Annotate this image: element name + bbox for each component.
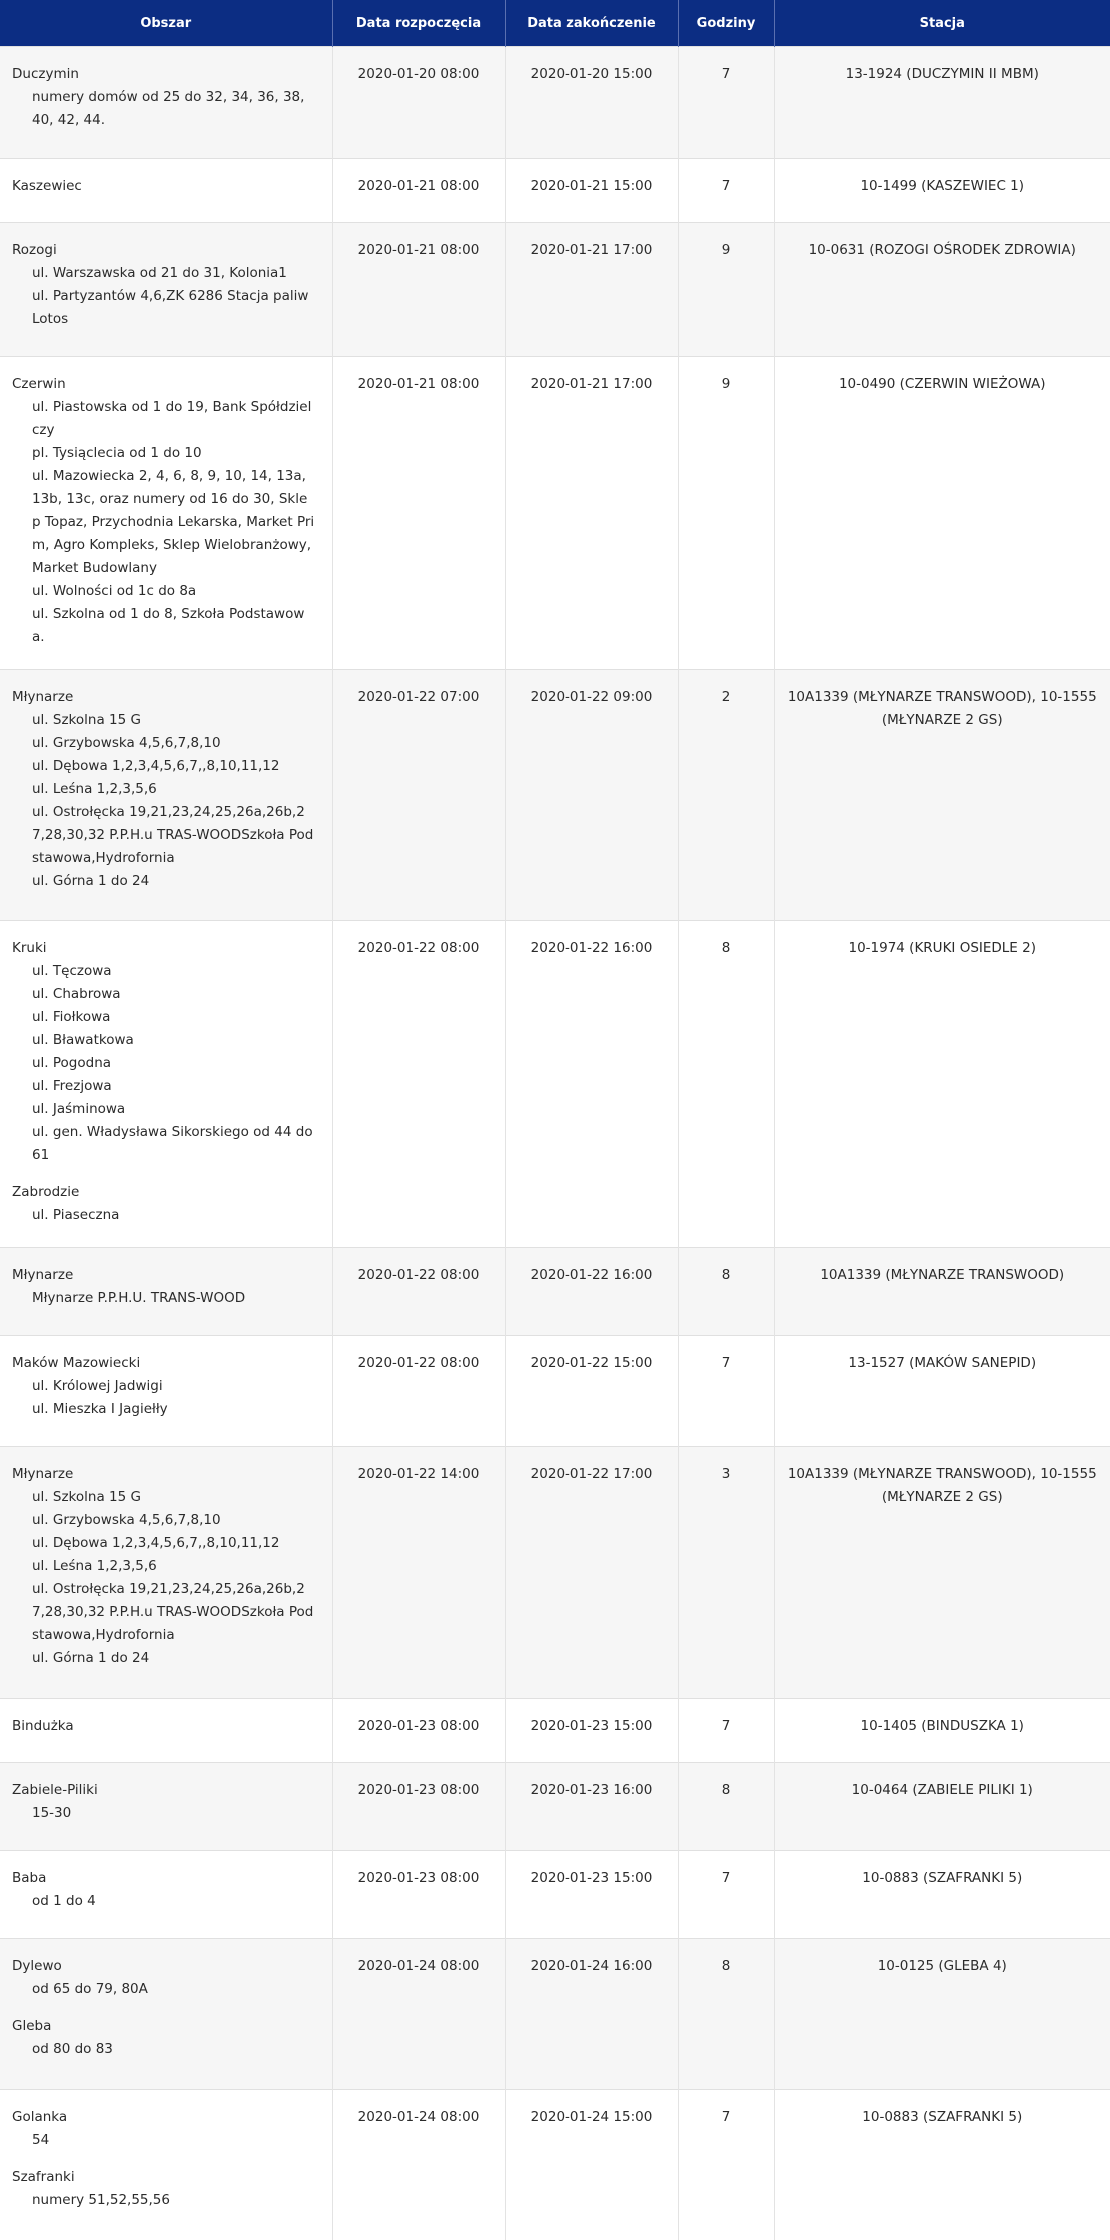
start-date-cell: 2020-01-21 08:00 xyxy=(332,159,505,223)
hours-cell: 2 xyxy=(678,670,774,921)
area-locality: Zabiele-Piliki xyxy=(12,1782,98,1798)
end-date-cell: 2020-01-22 16:00 xyxy=(505,1248,678,1336)
hours-cell: 8 xyxy=(678,1763,774,1851)
area-locality: Zabrodzie xyxy=(12,1184,80,1200)
area-group xyxy=(12,239,316,331)
area-address-line: ul. Mazowiecka 2, 4, 6, 8, 9, 10, 14, 13a, 13b, 13c, oraz numery od 16 do 30, Sklep Topaz, Przychodnia Lekarska, Market Prim, Agro Kompleks, Sklep Wielobranżowy, Market Budowlany xyxy=(32,468,315,576)
hours-cell: 7 xyxy=(678,47,774,159)
area-address-line: ul. Pogodna xyxy=(32,1055,112,1071)
area-group xyxy=(12,1352,316,1421)
column-header-end-date: Data zakończenie xyxy=(505,0,678,47)
area-group xyxy=(12,63,316,132)
area-cell xyxy=(0,1939,332,2090)
area-cell xyxy=(0,2090,332,2240)
area-group xyxy=(12,1955,316,2001)
area-group xyxy=(12,686,316,893)
start-date-cell: 2020-01-21 08:00 xyxy=(332,223,505,357)
start-date-cell: 2020-01-22 08:00 xyxy=(332,1336,505,1447)
area-address-line: ul. Szkolna 15 G xyxy=(32,1489,141,1505)
area-address-line: ul. Ostrołęcka 19,21,23,24,25,26a,26b,27,28,30,32 P.P.H.u TRAS-WOODSzkoła Podstawowa,Hydrofornia xyxy=(32,804,314,866)
table-row xyxy=(0,1851,1110,1939)
hours-cell: 9 xyxy=(678,357,774,670)
area-cell xyxy=(0,159,332,223)
area-group xyxy=(12,1181,316,1227)
area-group xyxy=(12,1264,316,1310)
area-group xyxy=(12,2106,316,2152)
hours-cell: 7 xyxy=(678,2090,774,2240)
area-locality: Młynarze xyxy=(12,689,74,705)
area-address-line: ul. Dębowa 1,2,3,4,5,6,7,,8,10,11,12 xyxy=(32,1535,280,1551)
area-address-line: ul. Tęczowa xyxy=(32,963,112,979)
area-address-line: ul. Leśna 1,2,3,5,6 xyxy=(32,781,157,797)
area-locality: Duczymin xyxy=(12,66,79,82)
table-row xyxy=(0,921,1110,1248)
area-address-line: ul. Szkolna 15 G xyxy=(32,712,141,728)
station-cell: 13-1924 (DUCZYMIN II MBM) xyxy=(774,47,1110,159)
table-row xyxy=(0,1248,1110,1336)
end-date-cell: 2020-01-22 15:00 xyxy=(505,1336,678,1447)
area-locality: Gleba xyxy=(12,2018,52,2034)
start-date-cell: 2020-01-23 08:00 xyxy=(332,1763,505,1851)
station-cell: 10A1339 (MŁYNARZE TRANSWOOD), 10-1555 (MŁYNARZE 2 GS) xyxy=(774,670,1110,921)
area-cell xyxy=(0,357,332,670)
station-cell: 10A1339 (MŁYNARZE TRANSWOOD) xyxy=(774,1248,1110,1336)
table-row xyxy=(0,1763,1110,1851)
table-row xyxy=(0,2090,1110,2240)
table-row xyxy=(0,47,1110,159)
station-cell: 10-0125 (GLEBA 4) xyxy=(774,1939,1110,2090)
area-locality: Maków Mazowiecki xyxy=(12,1355,141,1371)
area-address-line: ul. gen. Władysława Sikorskiego od 44 do 61 xyxy=(32,1124,313,1163)
area-locality: Golanka xyxy=(12,2109,68,2125)
station-cell: 10-0631 (ROZOGI OŚRODEK ZDROWIA) xyxy=(774,223,1110,357)
station-cell: 10A1339 (MŁYNARZE TRANSWOOD), 10-1555 (MŁYNARZE 2 GS) xyxy=(774,1447,1110,1699)
table-row xyxy=(0,223,1110,357)
area-address-line: 54 xyxy=(32,2132,50,2148)
end-date-cell: 2020-01-24 16:00 xyxy=(505,1939,678,2090)
area-locality: Młynarze xyxy=(12,1267,74,1283)
area-locality: Bindużka xyxy=(12,1718,74,1734)
table-row xyxy=(0,1447,1110,1699)
station-cell: 10-1405 (BINDUSZKA 1) xyxy=(774,1699,1110,1763)
hours-cell: 8 xyxy=(678,1248,774,1336)
area-group xyxy=(12,2166,316,2212)
table-row xyxy=(0,1939,1110,2090)
area-address-line: ul. Grzybowska 4,5,6,7,8,10 xyxy=(32,1512,221,1528)
start-date-cell: 2020-01-21 08:00 xyxy=(332,357,505,670)
column-header-hours: Godziny xyxy=(678,0,774,47)
start-date-cell: 2020-01-20 08:00 xyxy=(332,47,505,159)
area-address-line: pl. Tysiąclecia od 1 do 10 xyxy=(32,445,202,461)
area-locality: Dylewo xyxy=(12,1958,62,1974)
area-address-line: od 1 do 4 xyxy=(32,1893,96,1909)
area-address-line: ul. Ostrołęcka 19,21,23,24,25,26a,26b,27,28,30,32 P.P.H.u TRAS-WOODSzkoła Podstawowa,Hydrofornia xyxy=(32,1581,314,1643)
area-locality: Czerwin xyxy=(12,376,66,392)
station-cell: 10-1499 (KASZEWIEC 1) xyxy=(774,159,1110,223)
end-date-cell: 2020-01-21 15:00 xyxy=(505,159,678,223)
station-cell: 10-0883 (SZAFRANKI 5) xyxy=(774,2090,1110,2240)
station-cell: 13-1527 (MAKÓW SANEPID) xyxy=(774,1336,1110,1447)
table-row xyxy=(0,1336,1110,1447)
area-address-line: ul. Dębowa 1,2,3,4,5,6,7,,8,10,11,12 xyxy=(32,758,280,774)
end-date-cell: 2020-01-21 17:00 xyxy=(505,223,678,357)
area-group xyxy=(12,1779,316,1825)
area-address-line: ul. Jaśminowa xyxy=(32,1101,126,1117)
area-address-line: ul. Piaseczna xyxy=(32,1207,120,1223)
area-group xyxy=(12,175,316,198)
hours-cell: 9 xyxy=(678,223,774,357)
area-address-line: od 80 do 83 xyxy=(32,2041,113,2057)
area-address-line: od 65 do 79, 80A xyxy=(32,1981,148,1997)
area-cell xyxy=(0,1699,332,1763)
hours-cell: 7 xyxy=(678,1336,774,1447)
area-group xyxy=(12,1867,316,1913)
area-locality: Kruki xyxy=(12,940,47,956)
station-cell: 10-1974 (KRUKI OSIEDLE 2) xyxy=(774,921,1110,1248)
end-date-cell: 2020-01-21 17:00 xyxy=(505,357,678,670)
area-address-line: ul. Grzybowska 4,5,6,7,8,10 xyxy=(32,735,221,751)
area-cell xyxy=(0,1447,332,1699)
start-date-cell: 2020-01-22 14:00 xyxy=(332,1447,505,1699)
start-date-cell: 2020-01-23 08:00 xyxy=(332,1699,505,1763)
area-address-line: ul. Bławatkowa xyxy=(32,1032,134,1048)
end-date-cell: 2020-01-23 16:00 xyxy=(505,1763,678,1851)
hours-cell: 8 xyxy=(678,1939,774,2090)
hours-cell: 7 xyxy=(678,1851,774,1939)
area-locality: Młynarze xyxy=(12,1466,74,1482)
area-address-line: ul. Leśna 1,2,3,5,6 xyxy=(32,1558,157,1574)
end-date-cell: 2020-01-20 15:00 xyxy=(505,47,678,159)
table-header xyxy=(0,0,1110,47)
area-cell xyxy=(0,921,332,1248)
column-header-start-date: Data rozpoczęcia xyxy=(332,0,505,47)
area-cell xyxy=(0,670,332,921)
area-cell xyxy=(0,1851,332,1939)
area-locality: Szafranki xyxy=(12,2169,75,2185)
area-address-line: numery domów od 25 do 32, 34, 36, 38, 40, 42, 44. xyxy=(32,89,305,128)
hours-cell: 7 xyxy=(678,159,774,223)
end-date-cell: 2020-01-22 17:00 xyxy=(505,1447,678,1699)
table-row xyxy=(0,159,1110,223)
area-address-line: ul. Partyzantów 4,6,ZK 6286 Stacja paliw Lotos xyxy=(32,288,309,327)
area-address-line: Młynarze P.P.H.U. TRANS-WOOD xyxy=(32,1290,246,1306)
end-date-cell: 2020-01-23 15:00 xyxy=(505,1851,678,1939)
area-address-line: ul. Frezjowa xyxy=(32,1078,112,1094)
area-address-line: numery 51,52,55,56 xyxy=(32,2192,170,2208)
area-locality: Kaszewiec xyxy=(12,178,82,194)
area-address-line: ul. Górna 1 do 24 xyxy=(32,873,150,889)
area-address-line: ul. Szkolna od 1 do 8, Szkoła Podstawowa. xyxy=(32,606,305,645)
table-row xyxy=(0,670,1110,921)
area-address-line: ul. Wolności od 1c do 8a xyxy=(32,583,197,599)
area-cell xyxy=(0,47,332,159)
area-address-line: ul. Mieszka I Jagiełły xyxy=(32,1401,168,1417)
start-date-cell: 2020-01-22 08:00 xyxy=(332,921,505,1248)
start-date-cell: 2020-01-22 08:00 xyxy=(332,1248,505,1336)
station-cell: 10-0464 (ZABIELE PILIKI 1) xyxy=(774,1763,1110,1851)
start-date-cell: 2020-01-22 07:00 xyxy=(332,670,505,921)
header-row xyxy=(0,0,1110,47)
area-cell xyxy=(0,1248,332,1336)
area-cell xyxy=(0,1336,332,1447)
area-group xyxy=(12,2015,316,2061)
hours-cell: 3 xyxy=(678,1447,774,1699)
hours-cell: 7 xyxy=(678,1699,774,1763)
area-group xyxy=(12,1463,316,1670)
area-address-line: ul. Fiołkowa xyxy=(32,1009,111,1025)
area-address-line: ul. Warszawska od 21 do 31, Kolonia1 xyxy=(32,265,287,281)
station-cell: 10-0883 (SZAFRANKI 5) xyxy=(774,1851,1110,1939)
start-date-cell: 2020-01-24 08:00 xyxy=(332,2090,505,2240)
area-address-line: ul. Chabrowa xyxy=(32,986,121,1002)
area-address-line: ul. Górna 1 do 24 xyxy=(32,1650,150,1666)
end-date-cell: 2020-01-22 09:00 xyxy=(505,670,678,921)
start-date-cell: 2020-01-23 08:00 xyxy=(332,1851,505,1939)
end-date-cell: 2020-01-22 16:00 xyxy=(505,921,678,1248)
area-cell xyxy=(0,1763,332,1851)
area-locality: Baba xyxy=(12,1870,47,1886)
area-cell xyxy=(0,223,332,357)
column-header-area: Obszar xyxy=(0,0,332,47)
end-date-cell: 2020-01-24 15:00 xyxy=(505,2090,678,2240)
area-group xyxy=(12,373,316,649)
hours-cell: 8 xyxy=(678,921,774,1248)
table-row xyxy=(0,1699,1110,1763)
area-group xyxy=(12,937,316,1167)
area-address-line: 15-30 xyxy=(32,1805,72,1821)
table-body xyxy=(0,47,1110,2240)
end-date-cell: 2020-01-23 15:00 xyxy=(505,1699,678,1763)
area-address-line: ul. Królowej Jadwigi xyxy=(32,1378,163,1394)
column-header-station: Stacja xyxy=(774,0,1110,47)
area-address-line: ul. Piastowska od 1 do 19, Bank Spółdzielczy xyxy=(32,399,312,438)
area-group xyxy=(12,1715,316,1738)
table-row xyxy=(0,357,1110,670)
area-locality: Rozogi xyxy=(12,242,57,258)
station-cell: 10-0490 (CZERWIN WIEŻOWA) xyxy=(774,357,1110,670)
start-date-cell: 2020-01-24 08:00 xyxy=(332,1939,505,2090)
